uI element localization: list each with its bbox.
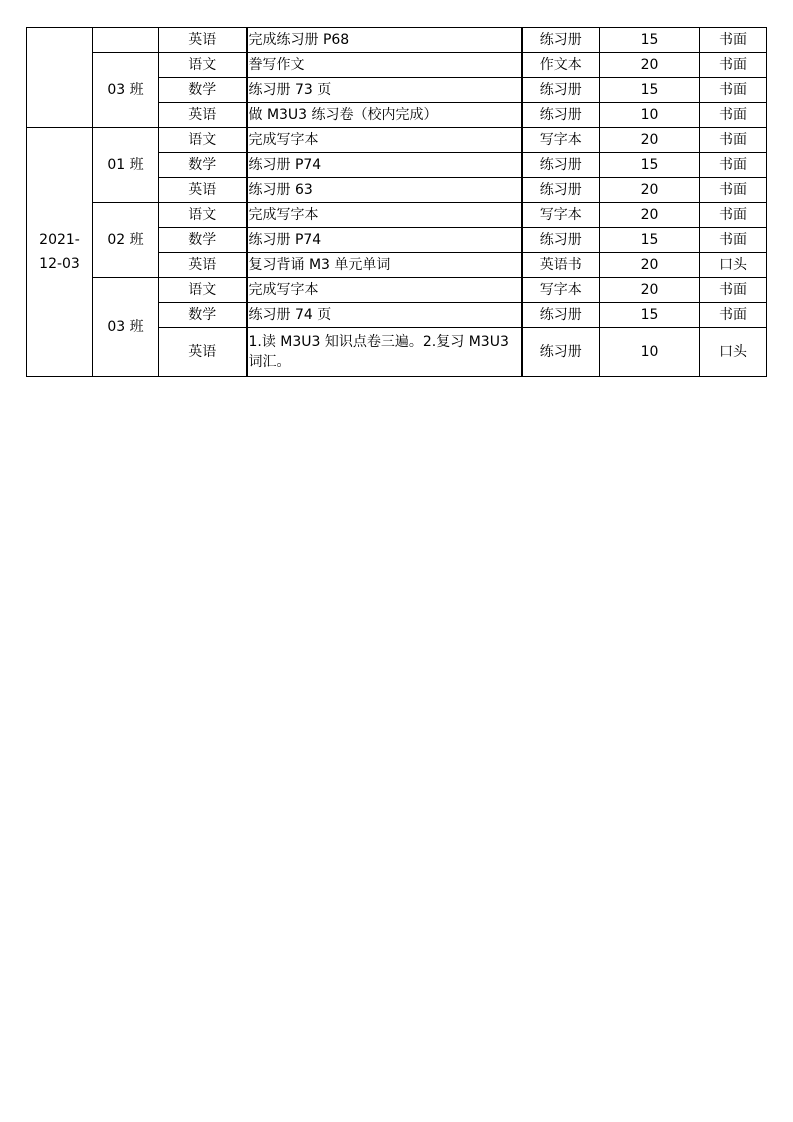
material-cell: 写字本 [522,128,600,153]
date-cell: 2021-12-03 [27,128,93,377]
subject-cell: 英语 [159,28,247,53]
minutes-cell: 15 [600,153,700,178]
class-cell: 01 班 [93,128,159,203]
content-cell: 1.读 M3U3 知识点卷三遍。2.复习 M3U3 词汇。 [247,328,522,377]
subject-cell: 英语 [159,253,247,278]
type-cell: 书面 [700,128,767,153]
minutes-cell: 20 [600,53,700,78]
minutes-cell: 20 [600,178,700,203]
type-cell: 书面 [700,103,767,128]
homework-table-body [27,28,767,377]
type-cell: 书面 [700,53,767,78]
type-cell: 书面 [700,178,767,203]
subject-cell: 英语 [159,328,247,377]
minutes-cell: 20 [600,278,700,303]
subject-cell: 数学 [159,78,247,103]
type-cell: 书面 [700,303,767,328]
subject-cell: 语文 [159,128,247,153]
type-cell: 口头 [700,253,767,278]
table-row [27,128,767,153]
content-cell: 复习背诵 M3 单元单词 [247,253,522,278]
minutes-cell: 20 [600,203,700,228]
subject-cell: 语文 [159,53,247,78]
content-cell: 练习册 P74 [247,228,522,253]
material-cell: 练习册 [522,303,600,328]
minutes-cell: 10 [600,103,700,128]
type-cell: 书面 [700,203,767,228]
material-cell: 练习册 [522,228,600,253]
minutes-cell: 20 [600,253,700,278]
subject-cell: 英语 [159,103,247,128]
material-cell: 作文本 [522,53,600,78]
material-cell: 英语书 [522,253,600,278]
material-cell: 练习册 [522,78,600,103]
material-cell: 练习册 [522,328,600,377]
content-cell: 练习册 P74 [247,153,522,178]
material-cell: 练习册 [522,178,600,203]
content-cell: 完成练习册 P68 [247,28,522,53]
class-cell: 03 班 [93,278,159,377]
minutes-cell: 15 [600,78,700,103]
minutes-cell: 15 [600,228,700,253]
table-row [27,53,767,78]
type-cell: 书面 [700,153,767,178]
content-cell: 做 M3U3 练习卷（校内完成） [247,103,522,128]
content-cell: 练习册 63 [247,178,522,203]
minutes-cell: 20 [600,128,700,153]
material-cell: 写字本 [522,278,600,303]
subject-cell: 语文 [159,278,247,303]
type-cell: 书面 [700,28,767,53]
material-cell: 练习册 [522,28,600,53]
table-row [27,203,767,228]
minutes-cell: 10 [600,328,700,377]
type-cell: 书面 [700,228,767,253]
subject-cell: 英语 [159,178,247,203]
subject-cell: 数学 [159,228,247,253]
homework-table [26,27,767,377]
class-cell: 03 班 [93,53,159,128]
content-cell: 完成写字本 [247,278,522,303]
type-cell: 书面 [700,278,767,303]
subject-cell: 语文 [159,203,247,228]
content-cell: 练习册 74 页 [247,303,522,328]
subject-cell: 数学 [159,153,247,178]
minutes-cell: 15 [600,303,700,328]
content-cell: 誊写作文 [247,53,522,78]
content-cell: 完成写字本 [247,203,522,228]
minutes-cell: 15 [600,28,700,53]
type-cell: 口头 [700,328,767,377]
type-cell: 书面 [700,78,767,103]
material-cell: 写字本 [522,203,600,228]
class-cell: 02 班 [93,203,159,278]
table-row [27,28,767,53]
content-cell: 练习册 73 页 [247,78,522,103]
material-cell: 练习册 [522,153,600,178]
material-cell: 练习册 [522,103,600,128]
class-cell [93,28,159,53]
subject-cell: 数学 [159,303,247,328]
table-row [27,278,767,303]
content-cell: 完成写字本 [247,128,522,153]
date-cell [27,28,93,128]
